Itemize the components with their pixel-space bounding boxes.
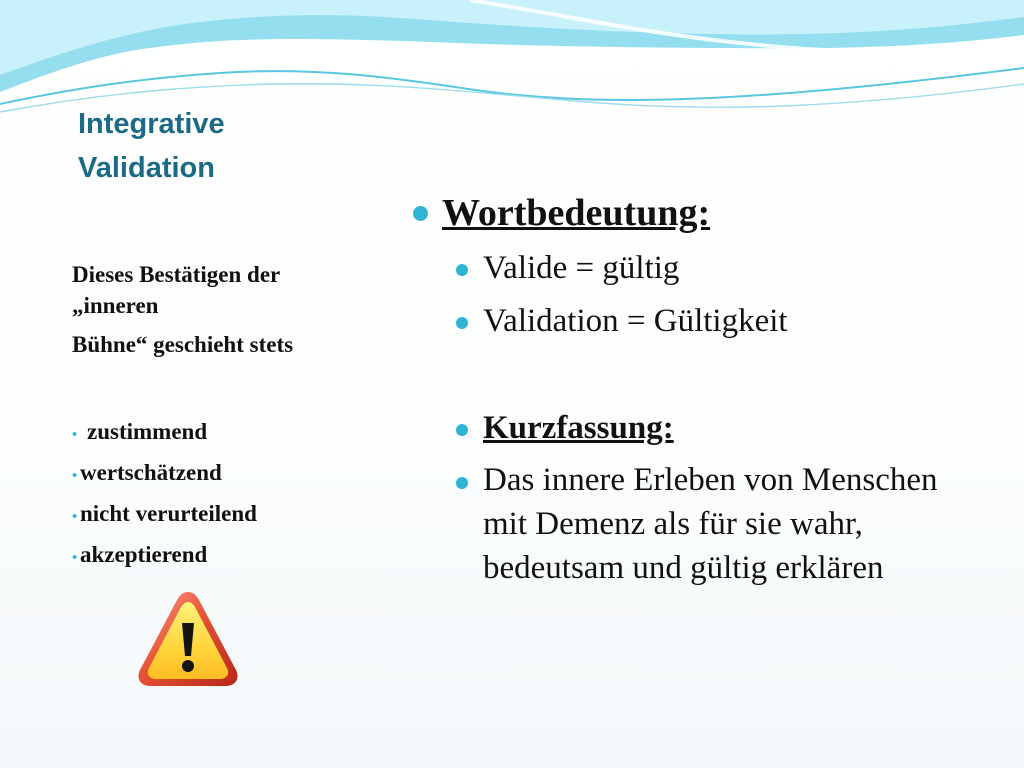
warning-icon bbox=[135, 588, 241, 690]
left-intro-line-1: Dieses Bestätigen der bbox=[72, 262, 281, 287]
left-attribute-item-4 bbox=[72, 534, 402, 575]
wortbedeutung-heading: Wortbedeutung: bbox=[442, 192, 711, 234]
bullet-icon bbox=[456, 477, 468, 489]
small-bullet-icon: • bbox=[72, 509, 78, 525]
left-intro-text bbox=[72, 255, 392, 364]
left-attribute-label-4: akzeptierend bbox=[80, 542, 208, 567]
left-attribute-item-1 bbox=[72, 411, 402, 452]
left-attribute-item-2 bbox=[72, 452, 402, 493]
left-attribute-label-2: wertschätzend bbox=[80, 460, 222, 485]
left-attribute-item-3 bbox=[72, 493, 402, 534]
left-attribute-label-3: nicht verurteilend bbox=[80, 501, 257, 526]
bullet-icon bbox=[456, 317, 468, 329]
left-attribute-list bbox=[72, 411, 402, 575]
kurzfassung-heading: Kurzfassung: bbox=[483, 410, 674, 446]
slide-title-line-2: Validation bbox=[78, 152, 215, 184]
left-intro-line-2: „inneren bbox=[72, 293, 159, 318]
bullet-icon bbox=[456, 424, 468, 436]
small-bullet-icon: • bbox=[72, 427, 78, 443]
slide-title bbox=[78, 102, 338, 190]
meaning-item-text-2: Validation = Gültigkeit bbox=[483, 303, 788, 339]
small-bullet-icon: • bbox=[72, 468, 78, 484]
left-attribute-label-1: zustimmend bbox=[87, 419, 208, 444]
summary-text: Das innere Erleben von Menschen mit Demenz als für sie wahr, bedeutsam und gültig erklären bbox=[483, 462, 938, 586]
main-bullet-icon bbox=[413, 206, 428, 221]
left-intro-line-3: Bühne“ geschieht stets bbox=[72, 332, 294, 357]
small-bullet-icon: • bbox=[72, 550, 78, 566]
slide-title-line-1: Integrative bbox=[78, 108, 225, 140]
bullet-icon bbox=[456, 264, 468, 276]
meaning-item-text-1: Valide = gültig bbox=[483, 250, 680, 286]
